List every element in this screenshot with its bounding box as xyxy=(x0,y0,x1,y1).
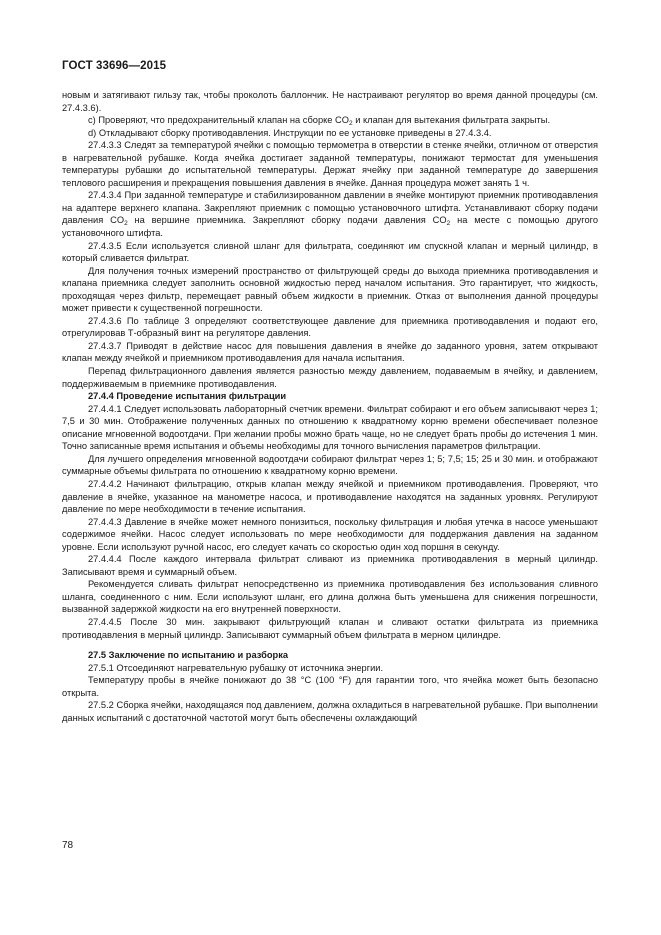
paragraph: 27.4.4.5 После 30 мин. закрывают фильтрующий клапан и сливают остатки фильтрата из приемника противодавления в мерный цилиндр. Записывают суммарный объем фильтрата в мерном цилиндре. xyxy=(62,616,598,640)
paragraph: Для получения точных измерений пространство от фильтрующей среды до выхода приемника противодавления и клапана приемника следует заполнить основной жидкостью перед началом испытания. Это гарантирует, что жидкость, проходящая через фильтр, перемещает равный объем жидкости в приемник. Отказ от выполнения данной процедуры может привести к существенной погрешности. xyxy=(62,265,598,314)
paragraph: 27.4.3.3 Следят за температурой ячейки с помощью термометра в отверстии в стенке ячейки, отличном от отверстия в нагревательной рубашке. Когда ячейка достигает заданной температуры, понижают термостат для уменьшения температуры рубашки до испытательной температуры. Держат ячейку при заданной температуре до завершения теплового расширения и прекращения повышения давления в ячейке. Данная процедура может занять 1 ч. xyxy=(62,140,598,188)
paragraph: d) Откладывают сборку противодавления. Инструкции по ее установке приведены в 27.4.3.4. xyxy=(88,127,492,138)
standard-header: ГОСТ 33696—2015 xyxy=(62,60,167,72)
page-number: 78 xyxy=(62,840,74,851)
paragraph: 27.4.3.5 Если используется сливной шланг для фильтрата, соединяют им спускной клапан и мерный цилиндр, в который сливается фильтрат. xyxy=(62,240,598,264)
body-text xyxy=(62,89,598,724)
paragraph: 27.4.3.4 При заданной температуре и стабилизированном давлении в ячейке монтируют приемник противодавления на адаптере верхнего клапана. Закрепляют приемник с помощью установочного штифта. Устанавливают сборку подачи давления $CO_2$ на вершине приемника. Закрепляют сборку подачи давления $CO_2$ на месте с помощью другого установочного штифта. xyxy=(62,190,598,239)
paragraph: 27.4.4.3 Давление в ячейке может немного понизиться, поскольку фильтрация и любая утечка в насосе уменьшают содержимое ячейки. Насос следует использовать по мере необходимости для поддержания давления на заданном уровне. Если используют ручной насос, его следует качать со скоростью один ход поршня в секунду. xyxy=(62,516,598,552)
section-heading: 27.5 Заключение по испытанию и разборка xyxy=(88,650,289,661)
paragraph: Рекомендуется сливать фильтрат непосредственно из приемника противодавления без использования сливного шланга, соединенного с ним. Если используют шланг, его длина должна быть уменьшена для снижения погрешности, вызванной задержкой жидкости на его внутренней поверхности. xyxy=(62,579,598,615)
section-heading: 27.4.4 Проведение испытания фильтрации xyxy=(88,391,287,402)
paragraph: Для лучшего определения мгновенной водоотдачи собирают фильтрат через 1; 5; 7,5; 15; 25 и 30 мин. и отображают суммарные объемы фильтрата по отношению к квадратному корню времени. xyxy=(62,453,598,477)
paragraph: 27.4.3.6 По таблице 3 определяют соответствующее давление для приемника противодавления и подают его, отрегулировав Т-образный винт на регуляторе давления. xyxy=(62,315,598,339)
paragraph: 27.4.4.2 Начинают фильтрацию, открыв клапан между ячейкой и приемником противодавления. Проверяют, что давление в ячейке, указанное на манометре насоса, и противодавление находятся на заданных уровнях. Регулируют давление по мере необходимости в течение испытания. xyxy=(62,478,598,515)
paragraph: 27.4.3.7 Приводят в действие насос для повышения давления в ячейке до заданного уровня, затем открывают клапан между ячейкой и приемником противодавления для начала испытания. xyxy=(62,340,598,364)
paragraph: 27.5.1 Отсоединяют нагревательную рубашку от источника энергии. xyxy=(88,662,384,673)
paragraph: 27.4.4.4 После каждого интервала фильтрат сливают из приемника противодавления в мерный цилиндр. Записывают время и суммарный объем. xyxy=(62,554,598,577)
paragraph: Перепад фильтрационного давления является разностью между давлением, подаваемым в ячейку, и давлением, поддерживаемым в приемнике противодавления. xyxy=(62,366,598,389)
paragraph: 27.5.2 Сборка ячейки, находящаяся под давлением, должна охладиться в нагревательной рубашке. При выполнении данных испытаний с достаточной частотой могут быть обеспечены охлаждающий xyxy=(62,700,598,723)
paragraph: новым и затягивают гильзу так, чтобы проколоть баллончик. Не настраивают регулятор во время данной процедуры (см. 27.4.3.6). xyxy=(62,90,598,113)
paragraph: c) Проверяют, что предохранительный клапан на сборке $CO_2$ и клапан для вытекания фильтрата закрыты. xyxy=(88,115,551,128)
paragraph: Температуру пробы в ячейке понижают до 38 °C (100 °F) для гарантии того, что ячейка может быть безопасно открыта. xyxy=(62,675,598,698)
paragraph: 27.4.4.1 Следует использовать лабораторный счетчик времени. Фильтрат собирают и его объем записывают через 1; 7,5 и 30 мин. Отображение полученных данных по отношению к квадратному корню времени обеспечивает полезное описание мгновенной водоотдачи. При желании пробы можно брать чаще, но не следует брать пробы до истечения 1 мин. Точно записанные время испытания и объемы необходимы для точного вычисления параметров фильтрации. xyxy=(62,403,598,452)
